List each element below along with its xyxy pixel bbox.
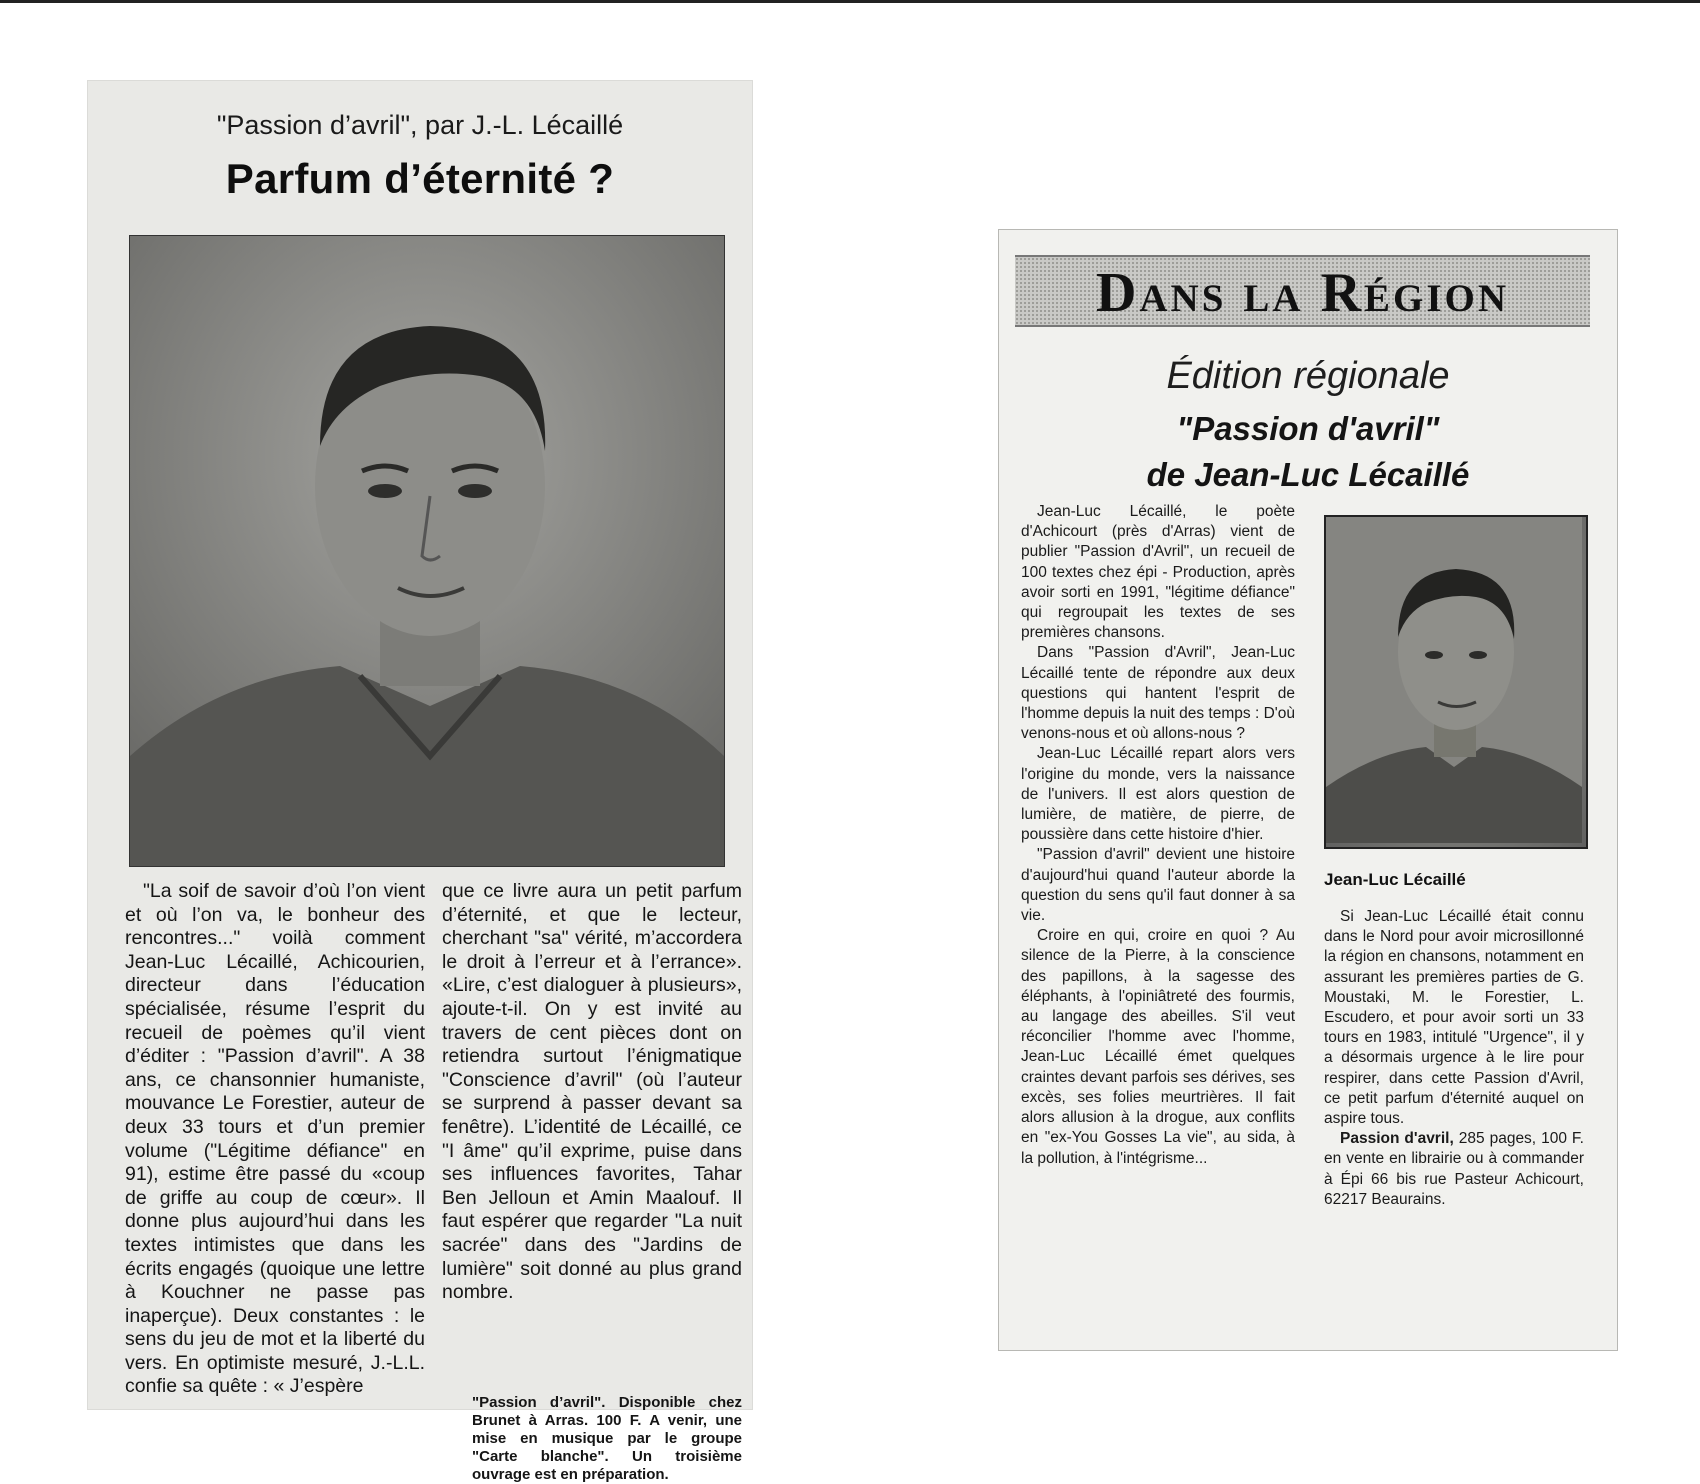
right-col2-paragraph: Si Jean-Luc Lécaillé était connu dans le Nord pour avoir microsillonné la région en chansons, notamment en assurant les premières parties de G. Moustaki, M. le Forestier, L. Escudero, et pour avoir sorti un 33 tours en 1983, intitulé "Urgence", il y a désormais urgence à le lire pour respirer, dans cette Passion d'Avril, ce petit parfum d'éternité auquel on aspire tous. (1324, 908, 1584, 1128)
left-newspaper-clipping (87, 80, 753, 1483)
left-article-availability-note: "Passion d’avril". Disponible chez Brunet à Arras. 100 F. A venir, une mise en musique par le groupe "Carte blanche". Un troisième ouvrage est en préparation. (472, 1394, 742, 1483)
left-article-title: Parfum d’éternité ? (225, 155, 615, 202)
right-col1-paragraph: Croire en qui, croire en quoi ? Au silence de la Pierre, à la conscience des papillons, à la sagesse des éléphants, à l'opiniâtreté des fourmis, au langage des abeilles. S'il veut réconcilier l'homme avec l'homme, Jean-Luc Lécaillé émet quelques craintes devant parfois ses dérives, ses excès, ses folies meurtrières. Il fait alors allusion à la drogue, aux conflits en "ex-You Gosses La vie", au sida, à la pollution, à l'intégrisme... (1021, 927, 1295, 1167)
right-col1-paragraph: Jean-Luc Lécaillé repart alors vers l'origine du monde, vers la naissance de l'univers. Il est alors question de lumière, de matière, de pierre, de poussière dans cette histoire d'hier. (1021, 745, 1295, 844)
right-newspaper-clipping (998, 229, 1618, 1351)
section-banner-title: Dans la Région (1095, 262, 1510, 324)
portrait-illustration (130, 236, 724, 866)
left-article-column-2 (442, 880, 742, 1305)
publication-details: 285 pages, 100 F. en vente en librairie ou à commander à Épi 66 bis rue Pasteur Achicourt, 62217 Beaurains. (1324, 1130, 1584, 1208)
right-article-column-1 (1021, 502, 1295, 1169)
right-article-heading-1: Édition régionale (1166, 355, 1450, 397)
right-article-column-2 (1324, 907, 1584, 1210)
book-title-bold: Passion d'avril, (1340, 1130, 1454, 1148)
right-col1-paragraph: Dans "Passion d'Avril", Jean-Luc Lécaillé tente de répondre aux deux questions qui hantent l'esprit de l'homme depuis la nuit des temps : D'où venons-nous et où allons-nous ? (1021, 644, 1295, 743)
right-col2-publication-info (1324, 1129, 1584, 1210)
right-article-heading-2: "Passion d'avril" (1176, 410, 1440, 447)
section-banner (1015, 255, 1590, 327)
left-article-kicker: "Passion d’avril", par J.-L. Lécaillé (216, 110, 624, 140)
scan-top-edge (0, 0, 1700, 3)
left-article-column-1 (125, 880, 425, 1399)
left-col2-paragraph: que ce livre aura un petit parfum d’éternité, et que le lecteur, cherchant "sa" vérité, m’accordera le droit à l’erreur et à l’errance». «Lire, c’est dialoguer à plusieurs», ajoute-t-il. On y est invité au travers de cent pièces dont on retiendra surtout l’énigmatique "Conscience d’avril" (où l’auteur se surprend à passer devant sa fenêtre). L’identité de Lécaillé, ce "I âme" qu’il exprime, puise dans ses influences favorites, Tahar Ben Jelloun et Amin Maalouf. Il faut espérer que regarder "La nuit sacrée" dans des "Jardins de lumière" soit donné au plus grand nombre. (442, 880, 742, 1304)
right-col1-paragraph: "Passion d'avril" devient une histoire d'aujourd'hui quand l'auteur aborde la question du sens qu'il faut donner à sa vie. (1021, 846, 1295, 925)
right-col1-paragraph: Jean-Luc Lécaillé, le poète d'Achicourt (près d'Arras) vient de publier "Passion d'Avril", un recueil de 100 textes chez épi - Production, après avoir sorti en 1991, "légitime défiance" qui regroupait les textes de ses premières chansons. (1021, 503, 1295, 642)
author-portrait-photo-small (1324, 515, 1588, 849)
portrait-illustration-small (1326, 517, 1582, 843)
author-portrait-photo (129, 235, 725, 867)
left-col1-paragraph: "La soif de savoir d’où l’on vient et où l’on va, le bonheur des rencontres..." voilà comment Jean-Luc Lécaillé, Achicourien, directeur dans l’éducation spécialisée, résume l’esprit du recueil de poèmes qu’il vient d’éditer : "Passion d’avril". A 38 ans, ce chansonnier humaniste, mouvance Le Forestier, auteur de deux 33 tours et d’un premier volume ("Légitime défiance" en 91), estime être passé du «coup de griffe au coup de cœur». Il donne plus aujourd’hui dans les textes intimistes que dans les écrits engagés (quoique une lettre à Kouchner ne passe pas inaperçue). Deux constantes : le sens du jeu de mot et la liberté du vers. En optimiste mesuré, J.-L.L. confie sa quête : « J’espère (125, 880, 425, 1398)
photo-caption: Jean-Luc Lécaillé (1324, 870, 1466, 889)
right-article-heading-3: de Jean-Luc Lécaillé (1146, 456, 1470, 493)
